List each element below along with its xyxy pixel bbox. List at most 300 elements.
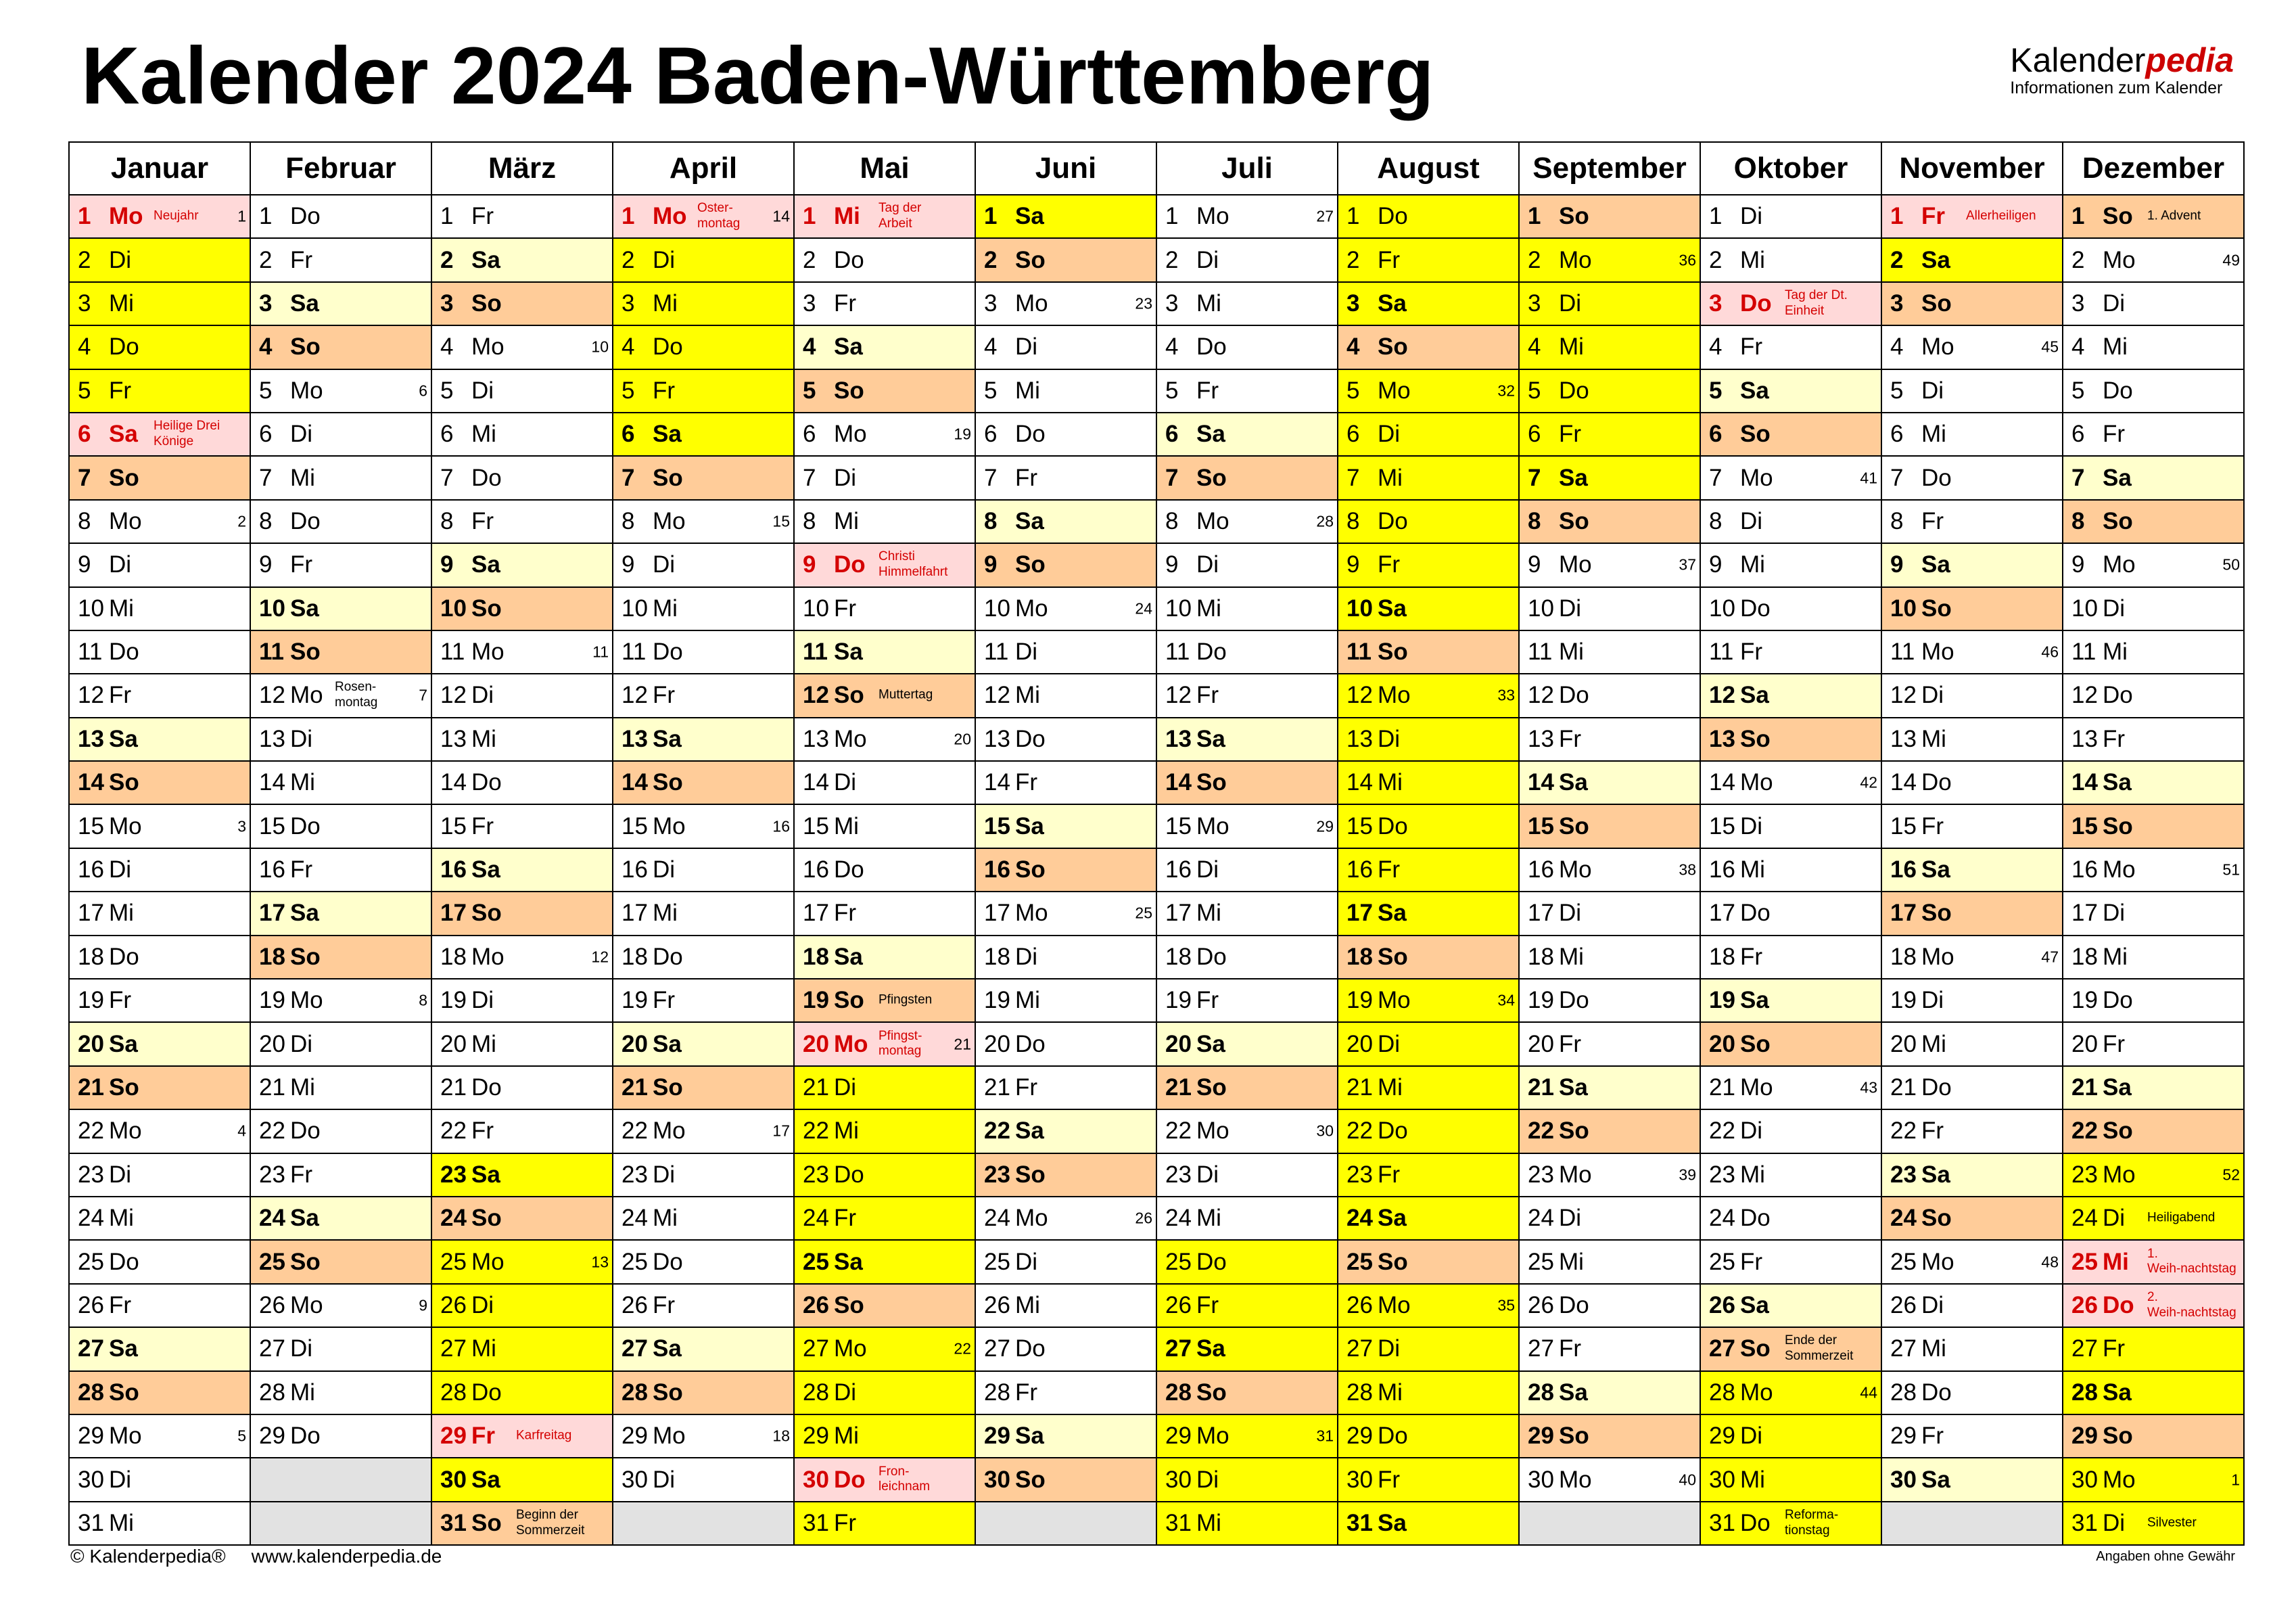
day-cell[interactable]	[613, 1284, 794, 1327]
day-cell[interactable]	[975, 1327, 1156, 1370]
day-cell[interactable]	[975, 1109, 1156, 1153]
day-cell[interactable]	[1338, 979, 1519, 1022]
day-cell[interactable]	[1156, 630, 1338, 674]
day-cell[interactable]	[1156, 1109, 1338, 1153]
day-cell[interactable]	[1338, 1414, 1519, 1458]
day-cell[interactable]	[975, 587, 1156, 630]
day-cell[interactable]	[2063, 238, 2244, 281]
day-cell[interactable]	[613, 195, 794, 238]
day-cell[interactable]	[1700, 761, 1881, 804]
day-cell[interactable]	[613, 1066, 794, 1109]
day-cell[interactable]	[1519, 848, 1700, 892]
day-cell[interactable]	[250, 1153, 431, 1197]
day-cell[interactable]	[1881, 1414, 2063, 1458]
day-cell[interactable]	[794, 1109, 975, 1153]
day-cell[interactable]	[1881, 1371, 2063, 1414]
day-cell[interactable]	[1338, 325, 1519, 369]
day-cell[interactable]	[1338, 456, 1519, 499]
day-cell[interactable]	[250, 1066, 431, 1109]
day-cell[interactable]	[1881, 804, 2063, 848]
day-cell[interactable]	[975, 1284, 1156, 1327]
day-cell[interactable]	[69, 1502, 250, 1545]
day-cell[interactable]	[1338, 195, 1519, 238]
day-cell[interactable]	[1700, 282, 1881, 325]
day-cell[interactable]	[1156, 1458, 1338, 1501]
day-cell[interactable]	[2063, 630, 2244, 674]
day-cell[interactable]	[431, 587, 613, 630]
day-cell[interactable]	[69, 979, 250, 1022]
day-cell[interactable]	[975, 892, 1156, 935]
day-cell[interactable]	[1700, 1458, 1881, 1501]
day-cell[interactable]	[975, 630, 1156, 674]
day-cell[interactable]	[1338, 1240, 1519, 1283]
day-cell[interactable]	[975, 369, 1156, 413]
day-cell[interactable]	[1881, 1458, 2063, 1501]
day-cell[interactable]	[1881, 1022, 2063, 1065]
day-cell[interactable]	[975, 1197, 1156, 1240]
day-cell[interactable]	[1881, 674, 2063, 717]
day-cell[interactable]	[1156, 848, 1338, 892]
day-cell[interactable]	[69, 325, 250, 369]
day-cell[interactable]	[69, 892, 250, 935]
day-cell[interactable]	[1519, 369, 1700, 413]
day-cell[interactable]	[1881, 892, 2063, 935]
day-cell[interactable]	[69, 1240, 250, 1283]
day-cell[interactable]	[69, 1414, 250, 1458]
day-cell[interactable]	[975, 238, 1156, 281]
day-cell[interactable]	[2063, 1066, 2244, 1109]
day-cell[interactable]	[1338, 238, 1519, 281]
day-cell[interactable]	[2063, 456, 2244, 499]
day-cell[interactable]	[431, 325, 613, 369]
day-cell[interactable]	[250, 979, 431, 1022]
day-cell[interactable]	[1156, 718, 1338, 761]
day-cell[interactable]	[794, 936, 975, 979]
day-cell[interactable]	[1156, 979, 1338, 1022]
day-cell[interactable]	[975, 1414, 1156, 1458]
day-cell[interactable]	[250, 848, 431, 892]
day-cell[interactable]	[1519, 1109, 1700, 1153]
day-cell[interactable]	[975, 1153, 1156, 1197]
day-cell[interactable]	[250, 369, 431, 413]
day-cell[interactable]	[794, 1153, 975, 1197]
day-cell[interactable]	[2063, 1109, 2244, 1153]
day-cell[interactable]	[1519, 325, 1700, 369]
day-cell[interactable]	[794, 369, 975, 413]
day-cell[interactable]	[2063, 325, 2244, 369]
day-cell[interactable]	[1156, 1240, 1338, 1283]
day-cell[interactable]	[1881, 1109, 2063, 1153]
day-cell[interactable]	[613, 238, 794, 281]
day-cell[interactable]	[794, 325, 975, 369]
day-cell[interactable]	[1700, 1327, 1881, 1370]
day-cell[interactable]	[1156, 500, 1338, 543]
day-cell[interactable]	[613, 543, 794, 586]
day-cell[interactable]	[975, 848, 1156, 892]
day-cell[interactable]	[250, 1327, 431, 1370]
day-cell[interactable]	[613, 1240, 794, 1283]
day-cell[interactable]	[431, 1414, 613, 1458]
day-cell[interactable]	[431, 979, 613, 1022]
day-cell[interactable]	[431, 456, 613, 499]
day-cell[interactable]	[1700, 456, 1881, 499]
day-cell[interactable]	[1881, 369, 2063, 413]
day-cell[interactable]	[69, 543, 250, 586]
day-cell[interactable]	[1156, 892, 1338, 935]
day-cell[interactable]	[250, 543, 431, 586]
day-cell[interactable]	[1338, 804, 1519, 848]
day-cell[interactable]	[1700, 1284, 1881, 1327]
day-cell[interactable]	[1338, 543, 1519, 586]
day-cell[interactable]	[431, 1109, 613, 1153]
day-cell[interactable]	[1881, 543, 2063, 586]
day-cell[interactable]	[1700, 413, 1881, 456]
day-cell[interactable]	[250, 1240, 431, 1283]
day-cell[interactable]	[431, 1458, 613, 1501]
day-cell[interactable]	[69, 1022, 250, 1065]
day-cell[interactable]	[975, 1458, 1156, 1501]
day-cell[interactable]	[1881, 936, 2063, 979]
day-cell[interactable]	[1700, 238, 1881, 281]
day-cell[interactable]	[250, 718, 431, 761]
day-cell[interactable]	[431, 892, 613, 935]
day-cell[interactable]	[1519, 718, 1700, 761]
day-cell[interactable]	[1881, 718, 2063, 761]
day-cell[interactable]	[2063, 1197, 2244, 1240]
day-cell[interactable]	[794, 1284, 975, 1327]
day-cell[interactable]	[250, 936, 431, 979]
day-cell[interactable]	[613, 630, 794, 674]
day-cell[interactable]	[613, 761, 794, 804]
day-cell[interactable]	[975, 674, 1156, 717]
day-cell[interactable]	[1519, 761, 1700, 804]
day-cell[interactable]	[1700, 892, 1881, 935]
day-cell[interactable]	[1338, 1327, 1519, 1370]
day-cell[interactable]	[613, 804, 794, 848]
day-cell[interactable]	[1338, 674, 1519, 717]
day-cell[interactable]	[794, 500, 975, 543]
day-cell[interactable]	[2063, 936, 2244, 979]
day-cell[interactable]	[69, 1197, 250, 1240]
day-cell[interactable]	[1338, 718, 1519, 761]
day-cell[interactable]	[250, 413, 431, 456]
day-cell[interactable]	[250, 804, 431, 848]
day-cell[interactable]	[2063, 369, 2244, 413]
day-cell[interactable]	[1881, 979, 2063, 1022]
day-cell[interactable]	[2063, 1371, 2244, 1414]
day-cell[interactable]	[431, 936, 613, 979]
day-cell[interactable]	[1700, 325, 1881, 369]
day-cell[interactable]	[1156, 325, 1338, 369]
day-cell[interactable]	[250, 1284, 431, 1327]
day-cell[interactable]	[2063, 195, 2244, 238]
day-cell[interactable]	[794, 413, 975, 456]
day-cell[interactable]	[1519, 1414, 1700, 1458]
day-cell[interactable]	[975, 413, 1156, 456]
day-cell[interactable]	[1156, 238, 1338, 281]
day-cell[interactable]	[613, 1197, 794, 1240]
day-cell[interactable]	[613, 1153, 794, 1197]
day-cell[interactable]	[975, 325, 1156, 369]
day-cell[interactable]	[431, 1284, 613, 1327]
day-cell[interactable]	[613, 1022, 794, 1065]
day-cell[interactable]	[69, 630, 250, 674]
day-cell[interactable]	[1156, 369, 1338, 413]
day-cell[interactable]	[1700, 1153, 1881, 1197]
day-cell[interactable]	[1519, 456, 1700, 499]
day-cell[interactable]	[69, 500, 250, 543]
day-cell[interactable]	[69, 369, 250, 413]
day-cell[interactable]	[1338, 1109, 1519, 1153]
day-cell[interactable]	[1338, 1371, 1519, 1414]
day-cell[interactable]	[2063, 1502, 2244, 1545]
day-cell[interactable]	[431, 761, 613, 804]
day-cell[interactable]	[1519, 979, 1700, 1022]
day-cell[interactable]	[1519, 892, 1700, 935]
day-cell[interactable]	[2063, 1458, 2244, 1501]
day-cell[interactable]	[975, 979, 1156, 1022]
day-cell[interactable]	[1700, 979, 1881, 1022]
day-cell[interactable]	[1881, 282, 2063, 325]
day-cell[interactable]	[431, 369, 613, 413]
day-cell[interactable]	[431, 543, 613, 586]
day-cell[interactable]	[250, 1109, 431, 1153]
day-cell[interactable]	[1338, 630, 1519, 674]
day-cell[interactable]	[613, 325, 794, 369]
day-cell[interactable]	[1881, 325, 2063, 369]
day-cell[interactable]	[1700, 1197, 1881, 1240]
day-cell[interactable]	[1156, 936, 1338, 979]
day-cell[interactable]	[69, 195, 250, 238]
day-cell[interactable]	[1519, 1153, 1700, 1197]
day-cell[interactable]	[69, 1066, 250, 1109]
day-cell[interactable]	[431, 238, 613, 281]
day-cell[interactable]	[1338, 587, 1519, 630]
day-cell[interactable]	[975, 936, 1156, 979]
day-cell[interactable]	[431, 1197, 613, 1240]
day-cell[interactable]	[1338, 848, 1519, 892]
day-cell[interactable]	[613, 413, 794, 456]
day-cell[interactable]	[1881, 848, 2063, 892]
day-cell[interactable]	[250, 587, 431, 630]
day-cell[interactable]	[794, 1458, 975, 1501]
day-cell[interactable]	[613, 848, 794, 892]
day-cell[interactable]	[1156, 1414, 1338, 1458]
day-cell[interactable]	[1519, 936, 1700, 979]
day-cell[interactable]	[794, 804, 975, 848]
day-cell[interactable]	[1519, 195, 1700, 238]
day-cell[interactable]	[975, 1022, 1156, 1065]
day-cell[interactable]	[1519, 1458, 1700, 1501]
day-cell[interactable]	[1881, 1284, 2063, 1327]
day-cell[interactable]	[1338, 1197, 1519, 1240]
day-cell[interactable]	[975, 718, 1156, 761]
day-cell[interactable]	[1519, 543, 1700, 586]
day-cell[interactable]	[975, 282, 1156, 325]
day-cell[interactable]	[794, 1327, 975, 1370]
day-cell[interactable]	[250, 1022, 431, 1065]
day-cell[interactable]	[431, 413, 613, 456]
day-cell[interactable]	[2063, 674, 2244, 717]
day-cell[interactable]	[975, 500, 1156, 543]
day-cell[interactable]	[794, 238, 975, 281]
day-cell[interactable]	[613, 456, 794, 499]
day-cell[interactable]	[1700, 369, 1881, 413]
day-cell[interactable]	[613, 892, 794, 935]
day-cell[interactable]	[69, 1284, 250, 1327]
day-cell[interactable]	[613, 369, 794, 413]
day-cell[interactable]	[1700, 804, 1881, 848]
day-cell[interactable]	[1338, 1022, 1519, 1065]
day-cell[interactable]	[250, 1414, 431, 1458]
day-cell[interactable]	[1700, 543, 1881, 586]
day-cell[interactable]	[250, 761, 431, 804]
day-cell[interactable]	[794, 892, 975, 935]
day-cell[interactable]	[1700, 1371, 1881, 1414]
day-cell[interactable]	[613, 500, 794, 543]
day-cell[interactable]	[1519, 500, 1700, 543]
day-cell[interactable]	[69, 1153, 250, 1197]
day-cell[interactable]	[2063, 1022, 2244, 1065]
day-cell[interactable]	[431, 282, 613, 325]
day-cell[interactable]	[1338, 369, 1519, 413]
day-cell[interactable]	[1156, 761, 1338, 804]
day-cell[interactable]	[2063, 587, 2244, 630]
day-cell[interactable]	[1881, 238, 2063, 281]
day-cell[interactable]	[431, 1327, 613, 1370]
day-cell[interactable]	[794, 979, 975, 1022]
day-cell[interactable]	[1338, 1153, 1519, 1197]
day-cell[interactable]	[794, 718, 975, 761]
day-cell[interactable]	[1881, 500, 2063, 543]
day-cell[interactable]	[69, 674, 250, 717]
day-cell[interactable]	[794, 1240, 975, 1283]
day-cell[interactable]	[250, 238, 431, 281]
day-cell[interactable]	[1700, 936, 1881, 979]
day-cell[interactable]	[431, 1022, 613, 1065]
day-cell[interactable]	[1338, 1458, 1519, 1501]
day-cell[interactable]	[1700, 1022, 1881, 1065]
day-cell[interactable]	[2063, 1153, 2244, 1197]
day-cell[interactable]	[1700, 1502, 1881, 1545]
day-cell[interactable]	[2063, 892, 2244, 935]
website-link[interactable]: www.kalenderpedia.de	[251, 1546, 442, 1567]
day-cell[interactable]	[1519, 674, 1700, 717]
day-cell[interactable]	[2063, 543, 2244, 586]
day-cell[interactable]	[1338, 413, 1519, 456]
day-cell[interactable]	[2063, 979, 2244, 1022]
day-cell[interactable]	[1881, 761, 2063, 804]
day-cell[interactable]	[431, 195, 613, 238]
day-cell[interactable]	[1519, 1240, 1700, 1283]
day-cell[interactable]	[2063, 848, 2244, 892]
day-cell[interactable]	[975, 1066, 1156, 1109]
day-cell[interactable]	[431, 500, 613, 543]
day-cell[interactable]	[1338, 282, 1519, 325]
day-cell[interactable]	[613, 936, 794, 979]
day-cell[interactable]	[794, 630, 975, 674]
day-cell[interactable]	[69, 587, 250, 630]
day-cell[interactable]	[1700, 630, 1881, 674]
day-cell[interactable]	[1881, 456, 2063, 499]
day-cell[interactable]	[431, 1240, 613, 1283]
day-cell[interactable]	[1519, 1371, 1700, 1414]
day-cell[interactable]	[1156, 587, 1338, 630]
day-cell[interactable]	[250, 325, 431, 369]
day-cell[interactable]	[794, 1502, 975, 1545]
day-cell[interactable]	[69, 848, 250, 892]
day-cell[interactable]	[1338, 500, 1519, 543]
day-cell[interactable]	[1700, 587, 1881, 630]
day-cell[interactable]	[250, 630, 431, 674]
day-cell[interactable]	[1700, 500, 1881, 543]
day-cell[interactable]	[2063, 1240, 2244, 1283]
day-cell[interactable]	[1700, 195, 1881, 238]
day-cell[interactable]	[975, 456, 1156, 499]
day-cell[interactable]	[250, 674, 431, 717]
day-cell[interactable]	[1881, 1327, 2063, 1370]
day-cell[interactable]	[794, 761, 975, 804]
day-cell[interactable]	[2063, 413, 2244, 456]
day-cell[interactable]	[2063, 500, 2244, 543]
day-cell[interactable]	[1156, 1022, 1338, 1065]
day-cell[interactable]	[794, 1414, 975, 1458]
day-cell[interactable]	[613, 587, 794, 630]
day-cell[interactable]	[431, 848, 613, 892]
day-cell[interactable]	[1700, 1414, 1881, 1458]
day-cell[interactable]	[975, 804, 1156, 848]
day-cell[interactable]	[1156, 1197, 1338, 1240]
day-cell[interactable]	[1881, 630, 2063, 674]
day-cell[interactable]	[69, 1458, 250, 1501]
day-cell[interactable]	[613, 1458, 794, 1501]
day-cell[interactable]	[1519, 1197, 1700, 1240]
day-cell[interactable]	[2063, 804, 2244, 848]
day-cell[interactable]	[250, 282, 431, 325]
day-cell[interactable]	[1881, 1066, 2063, 1109]
day-cell[interactable]	[1338, 1502, 1519, 1545]
day-cell[interactable]	[1156, 195, 1338, 238]
day-cell[interactable]	[1519, 1022, 1700, 1065]
day-cell[interactable]	[975, 761, 1156, 804]
day-cell[interactable]	[1156, 1327, 1338, 1370]
day-cell[interactable]	[1156, 674, 1338, 717]
day-cell[interactable]	[1881, 413, 2063, 456]
day-cell[interactable]	[431, 804, 613, 848]
day-cell[interactable]	[794, 848, 975, 892]
day-cell[interactable]	[1519, 630, 1700, 674]
day-cell[interactable]	[975, 543, 1156, 586]
day-cell[interactable]	[613, 718, 794, 761]
day-cell[interactable]	[1156, 282, 1338, 325]
day-cell[interactable]	[1881, 195, 2063, 238]
day-cell[interactable]	[250, 195, 431, 238]
day-cell[interactable]	[794, 1066, 975, 1109]
day-cell[interactable]	[794, 195, 975, 238]
day-cell[interactable]	[975, 1240, 1156, 1283]
day-cell[interactable]	[1338, 1066, 1519, 1109]
day-cell[interactable]	[613, 1327, 794, 1370]
day-cell[interactable]	[1519, 238, 1700, 281]
day-cell[interactable]	[69, 1109, 250, 1153]
day-cell[interactable]	[613, 1414, 794, 1458]
day-cell[interactable]	[250, 1371, 431, 1414]
day-cell[interactable]	[1156, 1066, 1338, 1109]
day-cell[interactable]	[613, 1109, 794, 1153]
day-cell[interactable]	[250, 456, 431, 499]
day-cell[interactable]	[1338, 892, 1519, 935]
day-cell[interactable]	[69, 936, 250, 979]
